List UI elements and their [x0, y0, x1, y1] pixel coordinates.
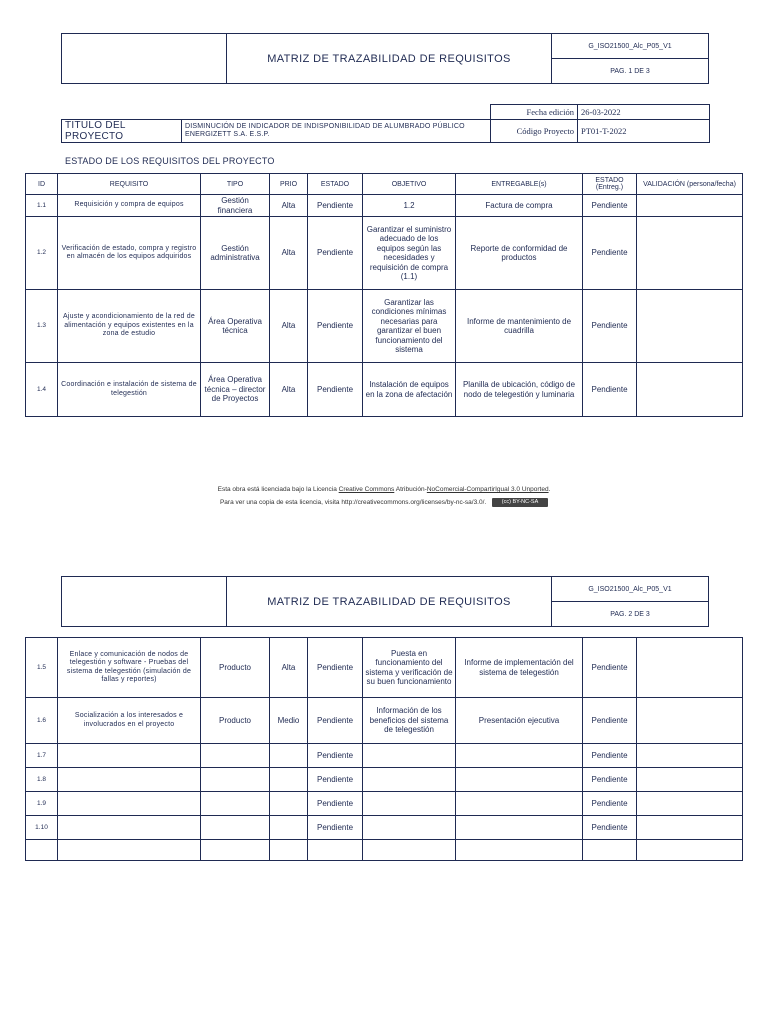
req-entregable: Informe de implementación del sistema de telegestión [456, 638, 583, 698]
req-objetivo: Garantizar las condiciones mínimas necesarias para garantizar el buen funcionamiento del sistema [363, 290, 456, 363]
req-requisito [58, 840, 201, 861]
req-tipo: Área Operativa técnica – director de Proyectos [201, 363, 270, 417]
req-objetivo [363, 840, 456, 861]
req-tipo: Gestión administrativa [201, 217, 270, 290]
req-objetivo [363, 768, 456, 792]
license-notice [0, 483, 768, 509]
req-tipo: Producto [201, 638, 270, 698]
page1-header [61, 33, 709, 84]
req-entregable [456, 840, 583, 861]
req-requisito: Requisición y compra de equipos [58, 195, 201, 217]
page-number: PAG. 1 DE 3 [552, 59, 709, 84]
req-estado-entreg: Pendiente [583, 816, 637, 840]
req-prio [270, 768, 308, 792]
req-validacion [637, 195, 743, 217]
project-title-label: TITULO DEL PROYECTO [62, 120, 182, 143]
req-estado: Pendiente [308, 217, 363, 290]
col-prio: PRIO [270, 174, 308, 195]
req-entregable [456, 768, 583, 792]
req-objetivo: Garantizar el suministro adecuado de los equipos según las necesidades y requisición de compra (1.1) [363, 217, 456, 290]
req-id [26, 840, 58, 861]
req-id: 1.3 [26, 290, 58, 363]
req-requisito: Verificación de estado, compra y registro en almacén de los equipos adquiridos [58, 217, 201, 290]
req-validacion [637, 698, 743, 744]
license-text: Atribución- [394, 486, 427, 493]
req-id: 1.1 [26, 195, 58, 217]
page2-header [61, 576, 709, 627]
col-estado-entreg: ESTADO (Entreg.) [583, 174, 637, 195]
col-tipo: TIPO [201, 174, 270, 195]
req-requisito [58, 768, 201, 792]
req-tipo: Área Operativa técnica [201, 290, 270, 363]
req-estado-entreg: Pendiente [583, 638, 637, 698]
document-code: G_ISO21500_Alc_P05_V1 [552, 577, 709, 602]
req-entregable: Presentación ejecutiva [456, 698, 583, 744]
req-validacion [637, 638, 743, 698]
req-id: 1.10 [26, 816, 58, 840]
req-prio: Alta [270, 638, 308, 698]
req-requisito: Socialización a los interesados e involucrados en el proyecto [58, 698, 201, 744]
req-prio [270, 792, 308, 816]
req-id: 1.5 [26, 638, 58, 698]
req-entregable [456, 816, 583, 840]
table-row [26, 768, 743, 792]
project-info-table [61, 104, 710, 143]
req-objetivo [363, 792, 456, 816]
req-estado: Pendiente [308, 290, 363, 363]
col-estado: ESTADO [308, 174, 363, 195]
req-tipo [201, 840, 270, 861]
license-url-text: Para ver una copia de esta licencia, visita http://creativecommons.org/licenses/by-nc-sa/3.0/. [219, 499, 487, 506]
table-row [26, 698, 743, 744]
req-prio: Alta [270, 195, 308, 217]
req-validacion [637, 363, 743, 417]
logo-placeholder [62, 34, 227, 84]
req-estado: Pendiente [308, 816, 363, 840]
license-text: . [548, 486, 551, 493]
req-estado-entreg: Pendiente [583, 792, 637, 816]
col-id: ID [26, 174, 58, 195]
req-entregable: Reporte de conformidad de productos [456, 217, 583, 290]
col-requisito: REQUISITO [58, 174, 201, 195]
req-tipo [201, 816, 270, 840]
req-tipo [201, 768, 270, 792]
req-estado [308, 840, 363, 861]
req-prio: Alta [270, 217, 308, 290]
req-estado-entreg: Pendiente [583, 744, 637, 768]
req-requisito: Enlace y comunicación de nodos de telegestión y software - Pruebas del sistema de telegestión (simulación de fallas y reportes) [58, 638, 201, 698]
requirements-table-page1 [25, 173, 743, 417]
col-validacion: VALIDACIÓN (persona/fecha) [637, 174, 743, 195]
req-tipo: Gestión financiera [201, 195, 270, 217]
req-estado-entreg: Pendiente [583, 195, 637, 217]
table-row [26, 816, 743, 840]
req-estado: Pendiente [308, 363, 363, 417]
req-validacion [637, 792, 743, 816]
req-validacion [637, 768, 743, 792]
section-label: ESTADO DE LOS REQUISITOS DEL PROYECTO [65, 156, 275, 166]
req-validacion [637, 840, 743, 861]
table-header-row [26, 174, 743, 195]
project-code-label: Código Proyecto [491, 120, 578, 143]
req-estado: Pendiente [308, 195, 363, 217]
req-objetivo: Puesta en funcionamiento del sistema y verificación de su buen funcionamiento [363, 638, 456, 698]
req-requisito: Coordinación e instalación de sistema de telegestión [58, 363, 201, 417]
license-text: Esta obra está licenciada bajo la Licencia [217, 486, 339, 493]
req-estado-entreg: Pendiente [583, 363, 637, 417]
req-id: 1.7 [26, 744, 58, 768]
requirements-table-page2 [25, 637, 743, 861]
req-entregable [456, 744, 583, 768]
req-validacion [637, 290, 743, 363]
req-estado: Pendiente [308, 768, 363, 792]
table-row [26, 363, 743, 417]
table-row [26, 792, 743, 816]
document-code: G_ISO21500_Alc_P05_V1 [552, 34, 709, 59]
req-estado-entreg: Pendiente [583, 217, 637, 290]
req-prio: Medio [270, 698, 308, 744]
req-tipo: Producto [201, 698, 270, 744]
req-estado-entreg [583, 840, 637, 861]
req-estado: Pendiente [308, 638, 363, 698]
document-title: MATRIZ DE TRAZABILIDAD DE REQUISITOS [227, 34, 552, 84]
req-tipo [201, 792, 270, 816]
license-link-terms[interactable]: NoComercial-CompartirIgual 3.0 Unported [426, 486, 549, 493]
table-row [26, 290, 743, 363]
req-id: 1.2 [26, 217, 58, 290]
req-validacion [637, 217, 743, 290]
project-code-value: PT01-T-2022 [578, 120, 710, 143]
req-id: 1.9 [26, 792, 58, 816]
req-prio [270, 840, 308, 861]
req-id: 1.8 [26, 768, 58, 792]
req-estado: Pendiente [308, 698, 363, 744]
req-entregable: Planilla de ubicación, código de nodo de telegestión y luminaria [456, 363, 583, 417]
req-objetivo: 1.2 [363, 195, 456, 217]
cc-license-badge[interactable]: (cc) BY-NC-SA [492, 498, 548, 507]
table-row [26, 195, 743, 217]
req-estado: Pendiente [308, 744, 363, 768]
document-title: MATRIZ DE TRAZABILIDAD DE REQUISITOS [227, 577, 552, 627]
req-validacion [637, 816, 743, 840]
req-prio [270, 744, 308, 768]
req-entregable: Factura de compra [456, 195, 583, 217]
table-row [26, 638, 743, 698]
req-objetivo [363, 744, 456, 768]
req-prio: Alta [270, 363, 308, 417]
req-requisito: Ajuste y acondicionamiento de la red de alimentación y equipos existentes en la zona de estudio [58, 290, 201, 363]
logo-placeholder [62, 577, 227, 627]
req-estado: Pendiente [308, 792, 363, 816]
req-requisito [58, 744, 201, 768]
req-objetivo: Información de los beneficios del sistema de telegestión [363, 698, 456, 744]
req-entregable [456, 792, 583, 816]
license-link-cc[interactable]: Creative Commons [338, 486, 395, 493]
req-tipo [201, 744, 270, 768]
table-row [26, 217, 743, 290]
table-row [26, 840, 743, 861]
edition-date-value: 26-03-2022 [578, 105, 710, 120]
req-prio [270, 816, 308, 840]
table-row [26, 744, 743, 768]
req-estado-entreg: Pendiente [583, 698, 637, 744]
edition-date-label: Fecha edición [491, 105, 578, 120]
req-estado-entreg: Pendiente [583, 768, 637, 792]
req-id: 1.4 [26, 363, 58, 417]
col-objetivo: OBJETIVO [363, 174, 456, 195]
page-number: PAG. 2 DE 3 [552, 602, 709, 627]
req-entregable: Informe de mantenimiento de cuadrilla [456, 290, 583, 363]
req-validacion [637, 744, 743, 768]
req-objetivo [363, 816, 456, 840]
req-estado-entreg: Pendiente [583, 290, 637, 363]
col-entregable: ENTREGABLE(s) [456, 174, 583, 195]
req-id: 1.6 [26, 698, 58, 744]
req-requisito [58, 792, 201, 816]
project-title-value: DISMINUCIÓN DE INDICADOR DE INDISPONIBILIDAD DE ALUMBRADO PÚBLICO ENERGIZETT S.A. E.S.P. [182, 120, 491, 143]
req-objetivo: Instalación de equipos en la zona de afectación [363, 363, 456, 417]
req-prio: Alta [270, 290, 308, 363]
req-requisito [58, 816, 201, 840]
